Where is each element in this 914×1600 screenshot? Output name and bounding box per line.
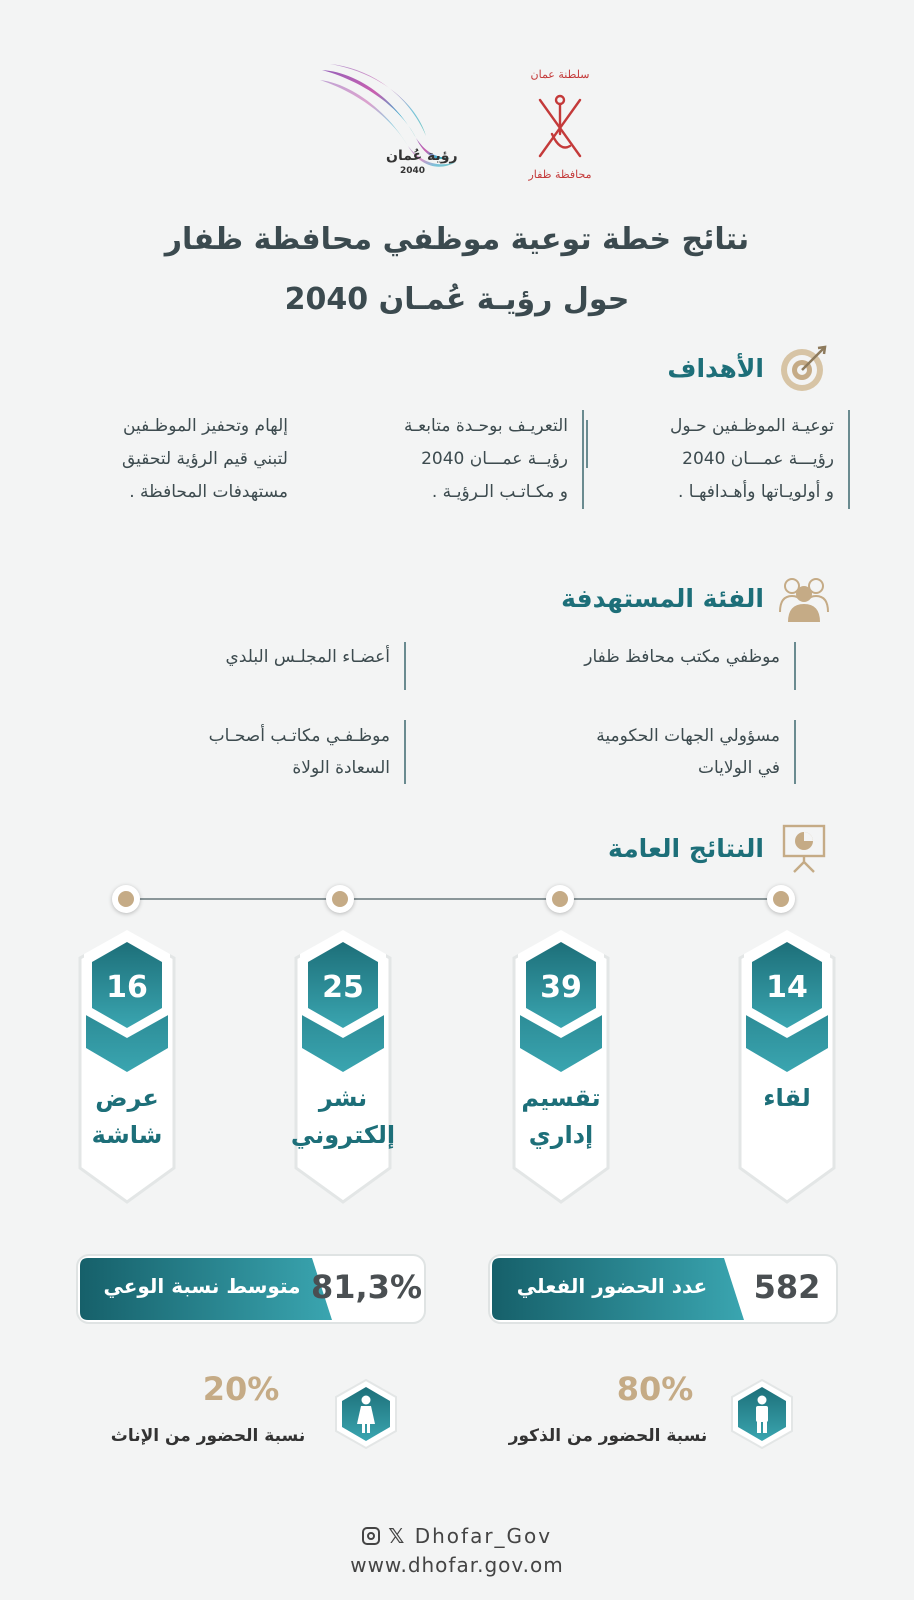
result-card-admin-division	[504, 922, 618, 1212]
target-item-1	[516, 642, 796, 690]
results-section-header	[608, 820, 830, 876]
goal-line: إلهام وتحفيز الموظـفين	[123, 416, 288, 436]
goal-divider	[586, 420, 588, 468]
card-label-line: تقسيم	[521, 1084, 601, 1112]
target-line: السعادة الولاة	[292, 758, 390, 778]
people-group-icon	[778, 572, 830, 624]
khanjar-emblem-icon	[530, 90, 590, 166]
attendance-value: 582	[753, 1268, 821, 1306]
card-label-line: إداري	[528, 1121, 594, 1149]
female-icon	[330, 1378, 402, 1450]
goal-line: التعريـف بوحـدة متابعـة	[403, 416, 568, 436]
timeline-dot	[112, 885, 140, 913]
social-handle-row	[0, 1524, 914, 1548]
card-shape	[504, 922, 618, 1212]
female-label: نسبة الحضور من الإناث	[110, 1426, 306, 1446]
target-line: أعضـاء المجلـس البلدي	[225, 647, 390, 667]
presentation-board-icon	[778, 822, 830, 874]
goal-line: رؤيــة عمـــان 2040	[421, 449, 568, 469]
website-link[interactable]: www.dhofar.gov.om	[350, 1553, 564, 1577]
card-value: 14	[766, 970, 808, 1005]
target-item-3	[516, 720, 796, 784]
card-label-line: لقاء	[763, 1084, 811, 1112]
goal-item-3	[62, 410, 302, 509]
attendance-stat-bar	[488, 1254, 838, 1324]
card-shape	[70, 922, 184, 1212]
goal-line: و أولويـاتها وأهـدافهـا .	[677, 482, 834, 502]
target-section-header	[561, 570, 830, 626]
social-handle[interactable]: Dhofar_Gov	[414, 1524, 553, 1548]
attendance-label: عدد الحضور الفعلي	[516, 1274, 708, 1298]
target-heading: الفئة المستهدفة	[561, 583, 764, 613]
goal-line: مستهدفات المحافظة .	[129, 482, 288, 502]
card-shape	[730, 922, 844, 1212]
timeline-dot	[767, 885, 795, 913]
result-card-screen-display	[70, 922, 184, 1212]
target-icon	[778, 342, 830, 394]
awareness-label: متوسط نسبة الوعي	[103, 1274, 301, 1298]
card-label	[504, 1080, 618, 1154]
result-card-meetings	[730, 922, 844, 1212]
target-item-4	[146, 720, 406, 784]
card-value: 16	[106, 970, 148, 1005]
goal-line: توعيـة الموظـفين حـول	[669, 416, 834, 436]
target-line: مسؤولي الجهات الحكومية	[596, 726, 780, 746]
card-label	[730, 1080, 844, 1117]
card-value: 25	[322, 970, 364, 1005]
timeline-dot	[326, 885, 354, 913]
goal-item-1	[610, 410, 850, 509]
male-label: نسبة الحضور من الذكور	[508, 1426, 708, 1446]
page-title: نتائج خطة توعية موظفي محافظة ظفار	[164, 222, 750, 257]
timeline-dot	[546, 885, 574, 913]
goal-line: و مكـاتـب الـرؤيـة .	[431, 482, 568, 502]
vision-logo-text: رؤية عُمان	[386, 148, 458, 164]
card-label-line: شاشة	[91, 1121, 163, 1149]
awareness-value: 81,3%	[310, 1268, 422, 1306]
card-label-line: إلكتروني	[290, 1121, 396, 1149]
male-icon	[726, 1378, 798, 1450]
goal-line: رؤيـــة عمـــان 2040	[682, 449, 834, 469]
page-subtitle: حول رؤيـة عُمـان 2040	[284, 282, 630, 317]
goal-item-2	[344, 410, 584, 509]
instagram-icon[interactable]	[362, 1527, 380, 1545]
card-shape	[286, 922, 400, 1212]
crest-bottom-text: محافظة ظفار	[528, 168, 592, 181]
target-line: موظـفـي مكاتـب أصحـاب	[208, 726, 390, 746]
target-line: موظفي مكتب محافظ ظفار	[584, 647, 780, 667]
card-label-line: نشر	[318, 1084, 368, 1112]
target-line: في الولايات	[698, 758, 780, 778]
result-card-electronic-posts	[286, 922, 400, 1212]
header-logos	[0, 50, 914, 210]
awareness-stat-bar	[76, 1254, 426, 1324]
x-twitter-icon[interactable]: 𝕏	[388, 1524, 407, 1548]
card-label	[286, 1080, 400, 1154]
timeline-line	[124, 898, 772, 900]
goals-section-header	[667, 340, 830, 396]
goals-heading: الأهداف	[667, 353, 764, 383]
goal-line: لتبني قيم الرؤية لتحقيق	[121, 449, 288, 469]
oman-vision-2040-logo	[316, 58, 486, 188]
male-percentage: 80%	[616, 1370, 694, 1408]
results-heading: النتائج العامة	[608, 833, 764, 863]
card-label-line: عرض	[95, 1084, 159, 1112]
female-percentage: 20%	[202, 1370, 280, 1408]
target-item-2	[146, 642, 406, 690]
card-label	[70, 1080, 184, 1154]
crest-top-text: سلطنة عمان	[530, 68, 590, 81]
oman-crest-logo	[515, 68, 605, 188]
card-value: 39	[540, 970, 582, 1005]
vision-logo-year: 2040	[400, 166, 426, 176]
